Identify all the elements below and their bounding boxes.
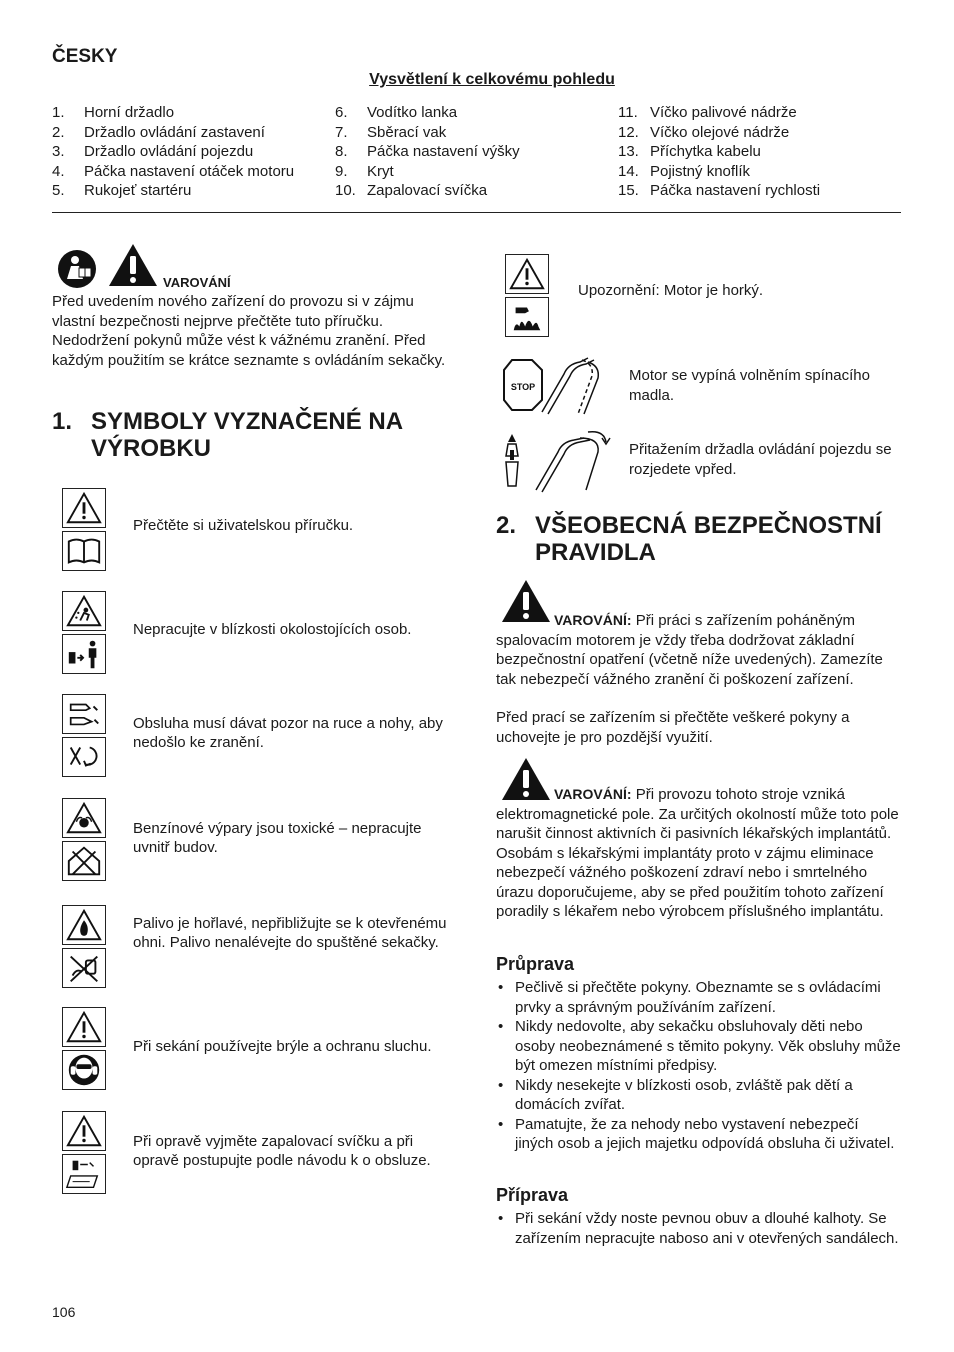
symbol-row-7-icons <box>62 1111 106 1197</box>
language-heading: ČESKY <box>52 46 118 67</box>
symbol-row-4-text: Benzínové výpary jsou toxické – nepracujte uvnitř budov. <box>133 820 422 856</box>
intro-warning-label: VAROVÁNÍ <box>163 275 231 290</box>
warning-triangle-icon <box>505 254 549 294</box>
symbol-row-4-icons <box>62 798 106 884</box>
legend-column-2 <box>335 103 520 201</box>
legend-item: 8. Páčka nastavení výšky <box>335 143 520 160</box>
rotating-blade-icon <box>62 737 106 777</box>
stop-handle-icon <box>502 352 622 417</box>
keep-distance-icon <box>62 634 106 674</box>
page-number: 106 <box>52 1304 76 1320</box>
right-symbol-1-text: Upozornění: Motor je horký. <box>578 282 764 299</box>
legend-item: 5. Rukojeť startéru <box>52 182 192 199</box>
symbol-row-5-icons <box>62 905 106 991</box>
symbol-row-5-text: Palivo je hořlavé, nepřibližujte se k otevřenému ohni. Palivo nenalévejte do spuštěné sekačky. <box>133 915 447 951</box>
warning-triangle-icon <box>107 242 159 288</box>
warning-triangle-icon <box>62 1111 106 1151</box>
legend-item: 1. Horní držadlo <box>52 104 175 121</box>
no-refuel-running-icon <box>62 948 106 988</box>
priprava-list <box>496 1209 901 1248</box>
section-2-warning-2: VAROVÁNÍ: Při provozu tohoto stroje vzniká elektromagnetické pole. Za určitých okolností může toto pole narušit činnost aktivních či pasivních lékařských implantátů. Osobám s lékařskými implantáty proto v zájmu eliminace nebezpečí vážného poškození zdraví nebo i smrtelného úrazu doporučujeme, aby se před použitím tohoto zařízení poradily s lékařem nebo výrobcem příslušného implantátu. <box>496 786 899 920</box>
warning-triangle-icon <box>62 488 106 528</box>
overview-title: Vysvětlení k celkovému pohledu <box>369 71 615 88</box>
prupava-heading: Průprava <box>496 954 575 974</box>
list-item: • Pečlivě si přečtěte pokyny. Obeznamte se s ovládacími prvky a správným používáním zařízení. <box>496 978 901 1017</box>
legend-item: 10. Zapalovací svíčka <box>335 182 488 199</box>
legend-item: 11. Víčko palivové nádrže <box>618 104 797 121</box>
eye-ear-protection-icon <box>62 1050 106 1090</box>
list-item: • Nikdy nesekejte v blízkosti osob, zvláště pak dětí a domácích zvířat. <box>496 1076 901 1115</box>
legend-item: 3. Držadlo ovládání pojezdu <box>52 143 254 160</box>
list-item: • Při sekání vždy noste pevnou obuv a dlouhé kalhoty. Se zařízením nepracujte naboso ani v otevřených sandálech. <box>496 1209 901 1248</box>
symbol-row-1-text: Přečtěte si uživatelskou příručku. <box>133 517 354 534</box>
legend-item: 2. Držadlo ovládání zastavení <box>52 123 265 141</box>
symbol-row-2-icons <box>62 591 106 677</box>
section-2-warning-1-extra: Před prací se zařízením si přečtěte veškeré pokyny a uchovejte je pro pozdější využití. <box>496 709 850 746</box>
list-item: • Nikdy nedovolte, aby sekačku obsluhovaly děti nebo osoby neobeznámené s těmito pokyny. Věk obsluhy může být omezen místními předpisy. <box>496 1017 901 1076</box>
prupava-list <box>496 978 901 1154</box>
drive-handle-icon <box>502 428 622 493</box>
right-symbol-2-text: Motor se vypíná volněním spínacího madla. <box>629 367 870 404</box>
hand-foot-blade-icon <box>62 694 106 734</box>
legend-item: 15. Páčka nastavení rychlosti <box>618 182 821 199</box>
svg-text:STOP: STOP <box>510 382 536 392</box>
section-1-heading: 1. SYMBOLY VYZNAČENÉ NA VÝROBKU <box>52 408 404 462</box>
legend-item: 12. Víčko olejové nádrže <box>618 123 790 141</box>
manual-book-icon <box>62 531 106 571</box>
symbol-row-1-icons <box>62 488 106 574</box>
header-divider <box>52 212 901 213</box>
symbol-row-7-text: Při opravě vyjměte zapalovací svíčku a při opravě postupujte podle návodu k o obsluze. <box>133 1133 431 1169</box>
hot-surface-icon <box>505 297 549 337</box>
right-symbol-1-icons <box>505 254 549 340</box>
legend-item: 6. Vodítko lanka <box>335 104 458 121</box>
legend-item: 4. Páčka nastavení otáček motoru <box>52 162 295 180</box>
list-item: • Pamatujte, že za nehody nebo vystavení nebezpečí jiných osob a jejich majetku odpovídá obsluha či uživatel. <box>496 1115 901 1154</box>
symbol-row-3-icons <box>62 694 106 780</box>
no-indoor-use-icon <box>62 841 106 881</box>
flammable-icon <box>62 905 106 945</box>
spark-plug-manual-icon <box>62 1154 106 1194</box>
legend-item: 13. Příchytka kabelu <box>618 143 761 160</box>
symbol-row-6-icons <box>62 1007 106 1093</box>
section-2-heading: 2. VŠEOBECNÁ BEZPEČNOSTNÍ PRAVIDLA <box>496 512 882 566</box>
legend-item: 14. Pojistný knoflík <box>618 162 751 180</box>
legend-column-1 <box>52 103 294 201</box>
right-symbol-3-text: Přitažením držadla ovládání pojezdu se rozjedete vpřed. <box>629 441 892 478</box>
legend-item: 9. Kryt <box>335 162 394 180</box>
legend-item: 7. Sběrací vak <box>335 123 447 141</box>
section-2-warning-1: VAROVÁNÍ: Při práci s zařízením poháněným spalovacím motorem je vždy třeba dodržovat základní bezpečnostní opatření (včetně níže uvedených). Zamezíte tak nebezpečí vážného zranění či poškození zařízení. <box>496 612 883 688</box>
toxic-fumes-icon <box>62 798 106 838</box>
priprava-heading: Příprava <box>496 1185 569 1205</box>
symbol-row-2-text: Nepracujte v blízkosti okolostojících osob. <box>133 621 412 638</box>
warning-triangle-icon <box>62 1007 106 1047</box>
symbol-row-6-text: Při sekání používejte brýle a ochranu sluchu. <box>133 1038 432 1055</box>
read-manual-icon <box>57 249 101 289</box>
symbol-row-3-text: Obsluha musí dávat pozor na ruce a nohy, aby nedošlo ke zranění. <box>133 715 443 751</box>
intro-warning-text: Před uvedením nového zařízení do provozu si v zájmu vlastní bezpečnosti nejprve přečtěte tuto příručku. Nedodržení pokynů může vést k vážnému zranění. Před každým použitím se krátce seznamte s ovládáním sekačky. <box>52 293 446 369</box>
flying-debris-icon <box>62 591 106 631</box>
legend-column-3 <box>618 103 820 201</box>
